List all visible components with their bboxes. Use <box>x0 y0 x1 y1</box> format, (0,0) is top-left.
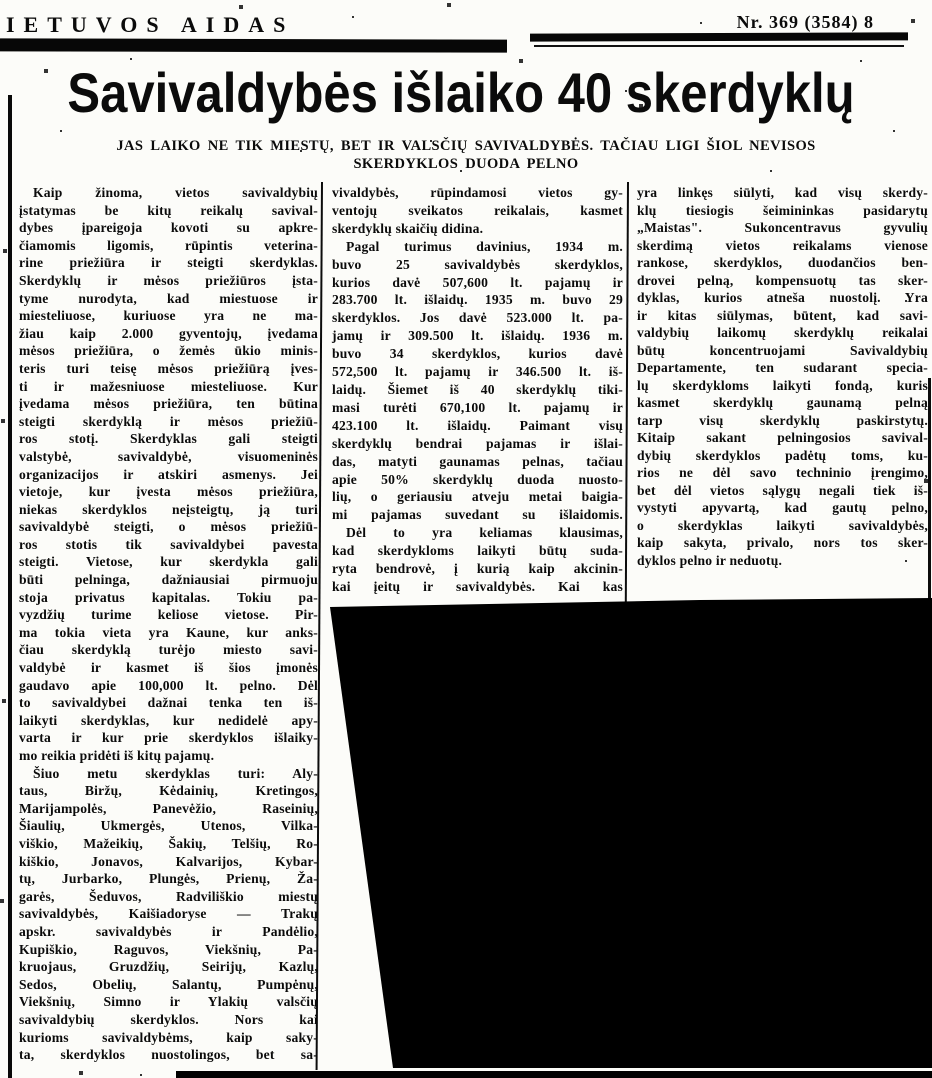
body-line: niekas skerdyklos neįsteigtų, ją turi <box>19 501 318 517</box>
column-left <box>19 184 318 1064</box>
body-line: būti pelninga, dažniausiai pirmuoju <box>19 572 318 588</box>
body-line: vyzdžių turime keliose vietose. Pir- <box>19 607 318 623</box>
column-right <box>637 184 928 569</box>
body-line: varta ir kur prie skerdyklos išlaiky- <box>19 730 318 746</box>
body-line: ta, skerdyklos nuostolingos, bet sa- <box>19 1047 318 1063</box>
body-line: skerdyklų bendrai pajamas ir išlai- <box>332 435 623 451</box>
body-line: rios ne dėl savo techninio įrengimo, <box>637 465 928 480</box>
body-line: vystyti apyvartą, kad gautų pelno, <box>637 500 928 515</box>
body-line: dyklas, kurios atneša nuostolį. Yra <box>637 290 928 305</box>
body-line: skerdyklų skaičių didina. <box>332 220 484 236</box>
body-line: viškio, Mažeikių, Šakių, Telšių, Ro- <box>19 835 318 851</box>
body-line: ros stotis tik savivaldybei pavesta <box>19 536 318 552</box>
body-line: savivaldybių skerdyklos. Nors kai <box>19 1011 318 1027</box>
body-line: lių, o geriausiu atveju metai baigia- <box>332 489 623 505</box>
masthead-title: IETUVOS AIDAS <box>6 12 295 37</box>
issue-number: Nr. 369 (3584) 8 <box>736 12 874 32</box>
body-line: tarp visų skerdyklų paskirstytų. <box>637 412 928 428</box>
body-line: ma tokia vieta yra Kaune, kur anks- <box>19 624 318 640</box>
body-line: steigti. Vietose, kur skerdykla gali <box>19 554 318 570</box>
body-line: ryta bendrovė, į kurią kaip akcinin- <box>332 561 623 577</box>
body-line: vietoje, kur įvesta mėsos priežiūra, <box>19 484 318 500</box>
body-line: skerdyklos. Jos davė 523.000 lt. pa- <box>332 310 623 326</box>
right-page-rule <box>928 378 931 606</box>
body-line: das, matyti gaunamas pelnas, tačiau <box>332 453 623 469</box>
body-line: apskr. savivaldybės ir Pandėlio, <box>19 923 318 939</box>
body-line: Sedos, Obelių, Salantų, Pumpėnų, <box>19 976 318 992</box>
issue-rule-thick <box>530 32 908 41</box>
body-line: stoja privatus kapitalas. Tokiu pa- <box>19 589 318 605</box>
body-line: bet dėl vietos sąlygų negali tiek iš- <box>637 482 928 498</box>
body-line: čiamomis ligomis, rūpintis veterina- <box>19 237 318 253</box>
body-line: laidų. Šiemet iš 40 skerdyklų tiki- <box>332 381 623 397</box>
body-line: dybių skerdyklos padėtų toms, ku- <box>637 447 928 463</box>
body-line: gaudavo apie 100,000 lt. pelno. Dėl <box>19 677 318 693</box>
body-line: Viekšnių, Simno ir Ylakių valsčių <box>19 994 318 1010</box>
body-line: yra linkęs siūlyti, kad visų skerdy- <box>637 185 928 200</box>
body-line: dybes įpareigoja kovoti su apkre- <box>19 220 318 236</box>
body-line: mi pajamas suvedant su išlaidomis. <box>332 507 623 523</box>
body-line: to savivaldybei dažnai tenka ten iš- <box>19 695 318 711</box>
body-line: įvedama mėsos priežiūra, ten būtina <box>19 396 318 412</box>
body-line: jamų ir 309.500 lt. išlaidų. 1936 m. <box>332 328 623 344</box>
body-line: Skerdyklų ir mėsos priežiūros įsta- <box>19 272 318 288</box>
scan-noise-layer <box>0 0 2 2</box>
body-line: Kitaip sakant pelningosios savival- <box>637 430 928 445</box>
body-line: Kaip žinoma, vietos savivaldybių <box>19 185 318 200</box>
body-line: žiau kaip 2.000 gyventojų, įvedama <box>19 325 318 341</box>
body-line: Dėl to yra keliamas klausimas, <box>332 525 623 541</box>
body-line: ti ir mažesniuose miesteliuose. Kur <box>19 378 318 394</box>
body-line: kiškio, Jonavos, Kalvarijos, Kybar- <box>19 853 318 869</box>
body-line: ventojų sveikatos reikalais, kasmet <box>332 202 623 218</box>
body-line: rankose, skerdyklos, duodančios ben- <box>637 255 928 270</box>
body-line: lų skerdykloms laikyti fondą, kuris <box>637 377 928 393</box>
body-line: čiau skerdyklą turėjo miesto savi- <box>19 642 318 658</box>
body-line: skerdimą vietos reikalams vienose <box>637 237 928 253</box>
column-middle <box>332 184 623 596</box>
body-line: Marijampolės, Panevėžio, Raseinių, <box>19 800 318 816</box>
left-page-rule <box>8 95 12 1078</box>
body-line: 423.100 lt. išlaidų. Paimant visų <box>332 417 623 433</box>
body-line: tyme nurodyta, kad miestuose ir <box>19 290 318 306</box>
body-line: dyklos pelno ir neduotų. <box>637 552 783 568</box>
body-line: buvo 25 savivaldybės skerdyklos, <box>332 256 623 272</box>
body-line: 572,500 lt. pajamų ir 346.500 lt. iš- <box>332 364 623 380</box>
body-line: vivaldybės, rūpindamosi vietos gy- <box>332 185 623 200</box>
body-line: 283.700 lt. išlaidų. 1935 m. buvo 29 <box>332 292 623 308</box>
body-line: Pagal turimus davinius, 1934 m. <box>332 238 623 254</box>
body-line: įstatymas be kitų reikalų savival- <box>19 202 318 218</box>
body-line: rine priežiūra ir steigti skerdyklas. <box>19 255 318 271</box>
body-line: teris turi teisę mėsos priežiūrą įves- <box>19 360 318 376</box>
body-line: kai įeitų ir savivaldybės. Kai kas <box>332 578 623 594</box>
body-line: tų, Jurbarko, Plungės, Prienų, Ža- <box>19 871 318 887</box>
body-line: kruojaus, Gruzdžių, Seirijų, Kazlų, <box>19 959 318 975</box>
body-line: kad skerdykloms laikyti būtų suda- <box>332 543 623 559</box>
body-line: Šiuo metu skerdyklas turi: Aly- <box>19 765 318 781</box>
article-subtitle-line-2: SKERDYKLOS DUODA PELNO <box>353 156 579 172</box>
body-line: valstybė, savivaldybė, visuomeninės <box>19 448 318 464</box>
body-line: kaip sakyta, privalo, nors tos sker- <box>637 535 928 550</box>
body-line: organizacijos ir atskiri asmenys. Jei <box>19 466 318 482</box>
body-line: apie 50% skerdyklų duoda nuosto- <box>332 471 623 487</box>
body-line: masi turėti 670,100 lt. pajamų ir <box>332 399 623 415</box>
masthead-rule <box>0 38 507 52</box>
article-subtitle-line-1: JAS LAIKO NE TIK MIESTŲ, BET IR VALSČIŲ SAVIVALDYBĖS. TAČIAU LIGI ŠIOL NEVISOS <box>116 138 816 154</box>
body-line: o skerdyklas laikyti savivaldybės, <box>637 517 928 533</box>
body-line: ros stotį. Skerdyklas gali steigti <box>19 431 318 447</box>
body-line: miesteliuose, kuriuose yra ne ma- <box>19 308 318 324</box>
body-line: kurios davė 507,600 lt. pajamų ir <box>332 274 623 290</box>
body-line: kurioms savivaldybėms, kaip saky- <box>19 1029 318 1045</box>
body-line: buvo 34 skerdyklos, kurios davė <box>332 346 623 362</box>
body-line: kasmet skerdyklų gaunamą pelną <box>637 395 928 410</box>
redacted-bottom-bar <box>176 1071 932 1078</box>
body-line: steigti skerdyklą ir mėsos priežiū- <box>19 413 318 429</box>
body-line: klų tiesiogis šeimininkas pasidarytų <box>637 202 928 218</box>
body-line: valdybių laikomų skerdyklų reikalai <box>637 325 928 340</box>
body-line: savivaldybės, Kaišiadoryse — Trakų <box>19 906 318 922</box>
body-line: mo reikia pridėti iš kitų pajamų. <box>19 748 215 763</box>
body-line: ir kitas siūlymas, būtent, kad savi- <box>637 307 928 323</box>
issue-rule-thin <box>534 45 904 47</box>
body-line: garės, Šeduvos, Radviliškio miestų <box>19 888 318 904</box>
body-line: mėsos priežiūra, o žemės ūkio minis- <box>19 343 318 359</box>
body-line: laikyti skerdyklas, kur nedidelė apy- <box>19 712 318 728</box>
column-divider-2 <box>625 182 629 606</box>
body-line: Šiaulių, Ukmergės, Utenos, Vilka- <box>19 818 318 834</box>
article-headline: Savivaldybės išlaiko 40 skerdyklų <box>67 63 855 125</box>
body-line: drovei pelną, kompensuotų tas sker- <box>637 272 928 288</box>
body-line: „Maistas". Sukoncentravus gyvulių <box>637 220 928 235</box>
body-line: Departamente, ten sudarant specia- <box>637 360 928 375</box>
body-line: būtų koncentruojami Savivaldybių <box>637 342 928 358</box>
body-line: taus, Biržų, Kėdainių, Kretingos, <box>19 783 318 799</box>
body-line: valdybė ir kasmet iš šios įmonės <box>19 660 318 676</box>
body-line: savivaldybė steigti, o mėsos priežiū- <box>19 519 318 535</box>
body-line: Kupiškio, Raguvos, Viekšnių, Pa- <box>19 941 318 957</box>
